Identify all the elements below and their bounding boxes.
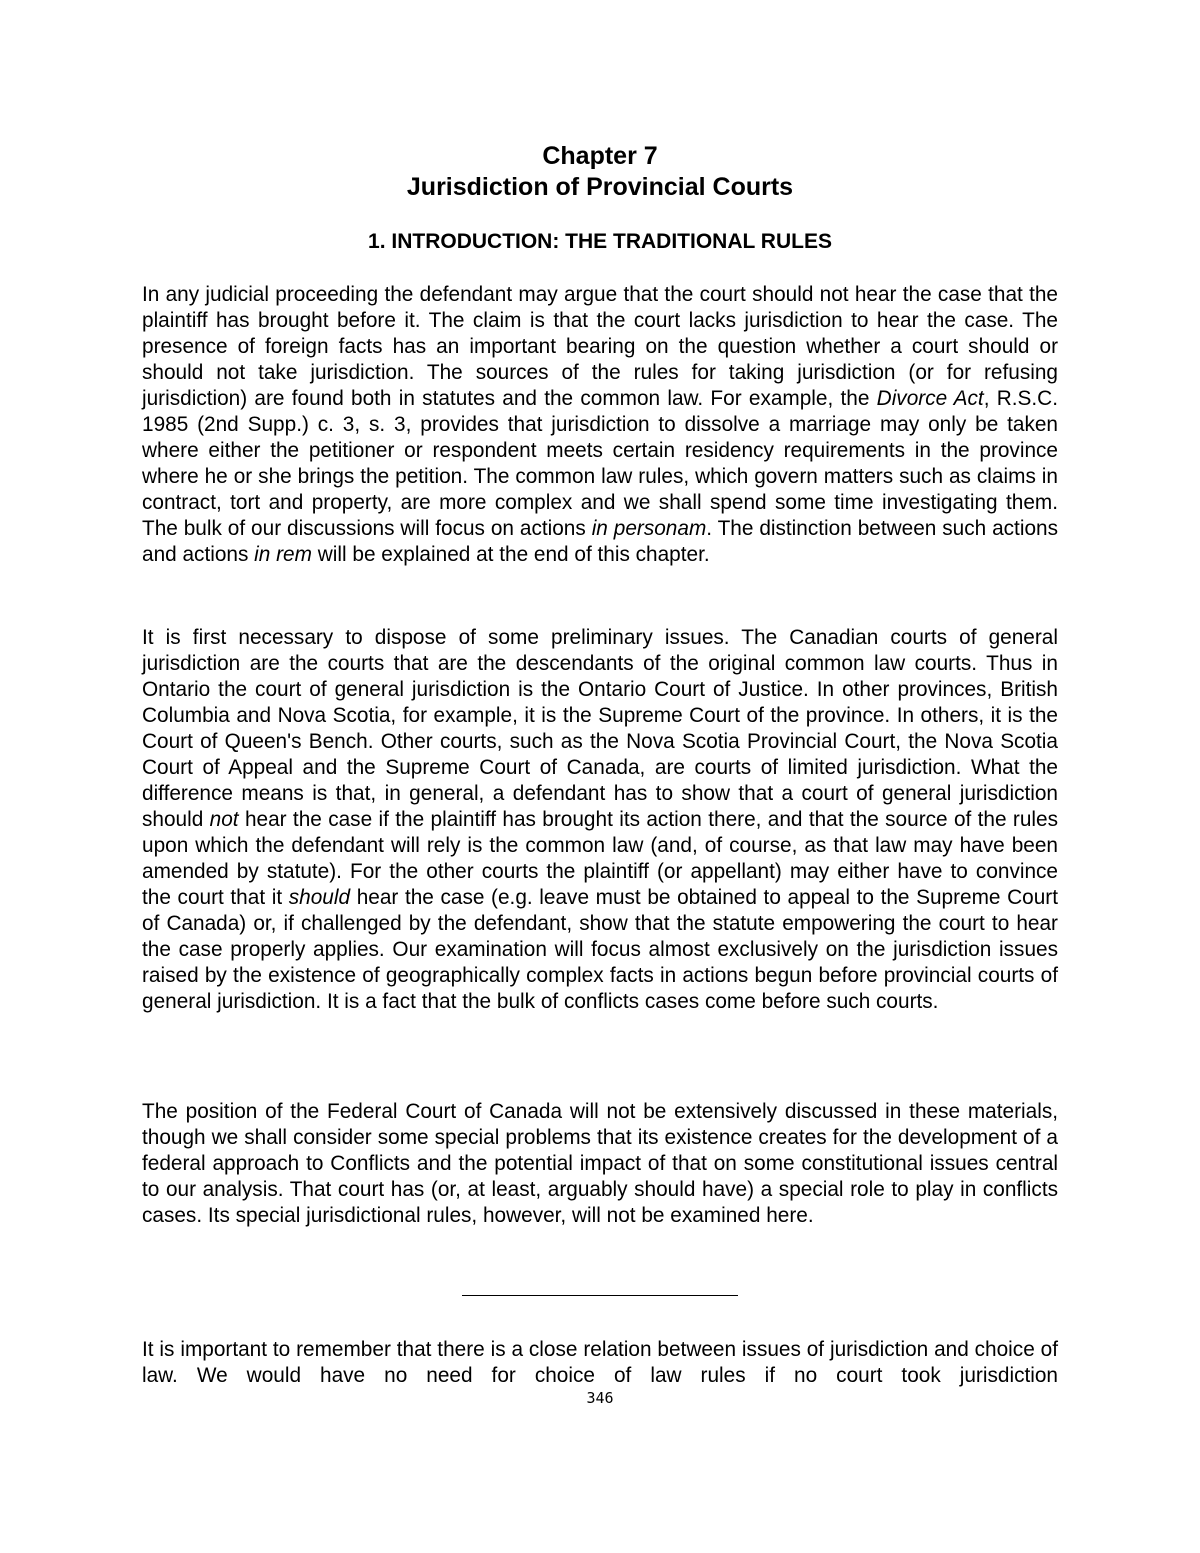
text-run: In any judicial proceeding the defendant may argue that the court should not hear the case that the plaintiff has brought before it. The claim is that the court lacks jurisdiction to hear the case. The presence of foreign facts has an important bearing on the question whether a court should or should not take jurisdiction. The sources of the rules for taking jurisdiction (or for refusing jurisdiction) are found both in statutes and the common law. For example, the bbox=[142, 283, 1058, 410]
text-run: will be explained at the end of this chapter. bbox=[311, 543, 710, 566]
section-divider bbox=[462, 1295, 738, 1296]
italic-run: in personam bbox=[591, 517, 707, 540]
chapter-label: Chapter 7 bbox=[542, 142, 658, 170]
chapter-title: Jurisdiction of Provincial Courts bbox=[406, 173, 794, 201]
italic-run: should bbox=[288, 886, 351, 909]
paragraph-preliminary-issues bbox=[142, 625, 1058, 1015]
text-run: hear the case (e.g. leave must be obtained to appeal to the Supreme Court of Canada) or, if challenged by the defendant, show that the statute empowering the court to hear the case properly applies. Our examination will focus almost exclusively on the jurisdiction issues raised by the existence of geographically complex facts in actions begun before provincial courts of general jurisdiction. It is a fact that the bulk of conflicts cases come before such courts. bbox=[142, 886, 1058, 1013]
paragraph-jurisdiction-choice-of-law: It is important to remember that there is a close relation between issues of jurisdiction and choice of law. We would have no need for choice of law rules if no court took jurisdiction bbox=[142, 1338, 1058, 1387]
text-run: It is first necessary to dispose of some preliminary issues. The Canadian courts of general jurisdiction are the courts that are the descendants of the original common law courts. Thus in Ontario the court of general jurisdiction is the Ontario Court of Justice. In other provinces, British Columbia and Nova Scotia, for example, it is the Supreme Court of the province. In others, it is the Court of Queen's Bench. Other courts, such as the Nova Scotia Provincial Court, the Nova Scotia Court of Appeal and the Supreme Court of Canada, are courts of limited jurisdiction. What the difference means is that, in general, a defendant has to show that a court of general jurisdiction should bbox=[142, 626, 1058, 831]
paragraph-federal-court: The position of the Federal Court of Canada will not be extensively discussed in these materials, though we shall consider some special problems that its existence creates for the development of a federal approach to Conflicts and the potential impact of that on some constitutional issues central to our analysis. That court has (or, at least, arguably should have) a special role to play in conflicts cases. Its special jurisdictional rules, however, will not be examined here. bbox=[142, 1100, 1058, 1227]
paragraph-introduction bbox=[142, 282, 1058, 568]
section-heading: 1. INTRODUCTION: THE TRADITIONAL RULES bbox=[368, 230, 832, 253]
italic-run: in rem bbox=[254, 543, 312, 566]
page-number: 346 bbox=[586, 1389, 614, 1407]
italic-run: Divorce Act bbox=[876, 387, 984, 410]
text-run: , R.S.C. 1985 (2nd Supp.) c. 3, s. 3, provides that jurisdiction to dissolve a marriage may only be taken where either the petitioner or respondent meets certain residency requirements in the province where he or she brings the petition. The common law rules, which govern matters such as claims in contract, tort and property, are more complex and we shall spend some time investigating them. The bulk of our discussions will focus on actions bbox=[142, 387, 1058, 540]
italic-run: not bbox=[209, 808, 239, 831]
text-run: hear the case if the plaintiff has brought its action there, and that the source of the rules upon which the defendant will rely is the common law (and, of course, as that law may have been amended by statute). For the other courts the plaintiff (or appellant) may either have to convince the court that it bbox=[142, 808, 1059, 909]
text-run: . The distinction between such actions and actions bbox=[142, 517, 1058, 566]
